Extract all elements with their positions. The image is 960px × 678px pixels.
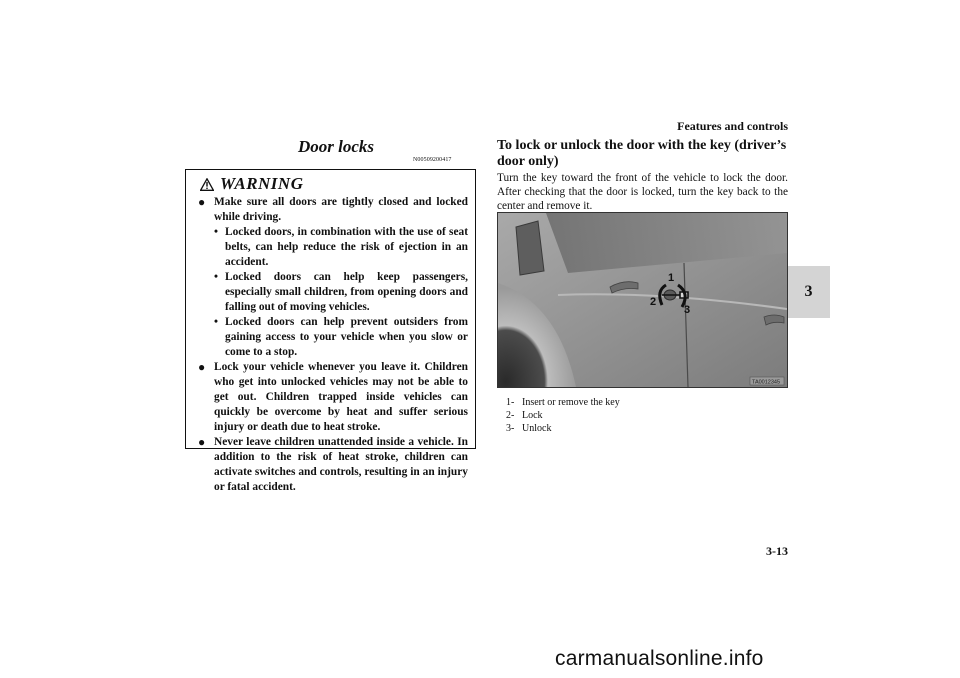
warning-item-text: Never leave children unattended inside a vehicle. In addition to the risk of heat stroke, children can activate switches and controls, resulting in an injury or fatal accident. xyxy=(214,436,468,493)
warning-subitem xyxy=(214,315,468,360)
legend-label: Lock xyxy=(522,410,543,421)
warning-item-text: Lock your vehicle whenever you leave it. Children who get into unlocked vehicles may not be able to get out. Children trapped inside vehicles can quickly be overcome by heat and suffer serious injury or death due to heat stroke. xyxy=(214,361,468,433)
warning-label: WARNING xyxy=(220,174,304,193)
legend-number: 2- xyxy=(506,410,515,421)
callout-2: 2 xyxy=(650,296,657,308)
bullet-icon: ● xyxy=(198,195,206,209)
legend-label: Unlock xyxy=(522,423,552,434)
warning-box xyxy=(185,169,476,493)
callout-3: 3 xyxy=(684,304,691,316)
warning-body xyxy=(198,195,468,495)
figure-legend xyxy=(506,396,620,435)
legend-number: 1- xyxy=(506,397,515,408)
section-code: N00509200417 xyxy=(413,157,452,163)
warning-item xyxy=(198,435,468,495)
warning-heading xyxy=(200,174,303,194)
warning-subitem-text: Locked doors can help prevent outsiders from gaining access to your vehicle when you slow or come to a stop. xyxy=(225,316,468,358)
warning-subitem-text: Locked doors, in combination with the use of seat belts, can help reduce the risk of ejection in an accident. xyxy=(225,226,468,268)
sub-bullet-icon: • xyxy=(214,271,218,283)
legend-item xyxy=(506,422,620,435)
warning-subitem xyxy=(214,270,468,315)
warning-triangle-icon xyxy=(200,178,214,191)
legend-label: Insert or remove the key xyxy=(522,397,620,408)
warning-subitem xyxy=(214,225,468,270)
door-lock-illustration xyxy=(497,212,788,388)
key-section-title: To lock or unlock the door with the key (driver’s door only) xyxy=(497,138,787,169)
legend-item xyxy=(506,409,620,422)
warning-item xyxy=(198,195,468,225)
bullet-icon: ● xyxy=(198,435,206,449)
section-title: Door locks xyxy=(298,137,375,156)
chapter-tab[interactable]: 3 xyxy=(787,266,830,318)
legend-number: 3- xyxy=(506,423,515,434)
sub-bullet-icon: • xyxy=(214,226,218,238)
figure-code: TA0012345 xyxy=(752,379,781,386)
key-section-paragraph: Turn the key toward the front of the vehicle to lock the door. After checking that the door is locked, turn the key back to the center and remove it. xyxy=(497,172,788,212)
warning-item-text: Make sure all doors are tightly closed and locked while driving. xyxy=(214,196,468,223)
bullet-icon: ● xyxy=(198,360,206,374)
callout-1: 1 xyxy=(668,272,675,284)
sub-bullet-icon: • xyxy=(214,316,218,328)
page-number: 3-13 xyxy=(766,544,788,558)
header-title: Features and controls xyxy=(677,119,788,133)
legend-item xyxy=(506,396,620,409)
warning-subitem-text: Locked doors can help keep passengers, especially small children, from opening doors and falling out of moving vehicles. xyxy=(225,271,468,313)
warning-item xyxy=(198,360,468,435)
watermark-link[interactable]: carmanualsonline.info xyxy=(555,647,764,670)
